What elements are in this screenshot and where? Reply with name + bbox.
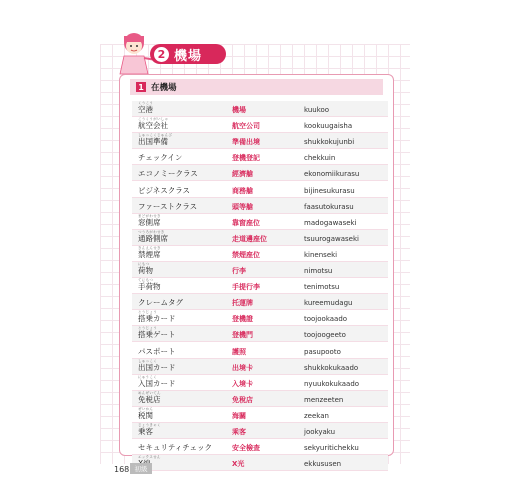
furigana: てにもつ bbox=[138, 278, 154, 283]
vocab-row bbox=[132, 455, 388, 471]
japanese-text: 空港 bbox=[138, 105, 153, 115]
japanese-text: ファーストクラス bbox=[138, 201, 198, 211]
chinese-translation: 托運牌 bbox=[232, 299, 253, 308]
furigana: こうくうがいしゃ bbox=[138, 117, 169, 122]
furigana: つうろがわせき bbox=[138, 229, 165, 234]
chapter-number: 2 bbox=[154, 47, 169, 62]
romaji: toojoogeeto bbox=[304, 331, 346, 340]
vocab-row bbox=[132, 359, 388, 375]
furigana: しゅっこくじゅんび bbox=[138, 133, 173, 138]
vocab-row bbox=[132, 391, 388, 407]
vocab-row bbox=[132, 214, 388, 230]
chinese-translation: 頭等艙 bbox=[232, 202, 253, 211]
chinese-translation: 入境卡 bbox=[232, 379, 253, 388]
japanese-text: チェックイン bbox=[138, 153, 183, 163]
vocab-row bbox=[132, 342, 388, 358]
furigana: くうこう bbox=[138, 101, 154, 106]
furigana: ぜいかん bbox=[138, 406, 154, 411]
chinese-translation: 登機登記 bbox=[232, 154, 260, 163]
japanese-text: 乗客 bbox=[138, 426, 153, 436]
chinese-translation: 安全檢查 bbox=[232, 444, 260, 453]
japanese-term bbox=[132, 133, 232, 148]
furigana: とうじょう bbox=[138, 310, 157, 315]
romaji: kookuugaisha bbox=[304, 122, 353, 131]
chinese-translation: 手提行李 bbox=[232, 283, 260, 292]
chinese-translation: 登機門 bbox=[232, 331, 253, 340]
romaji: nimotsu bbox=[304, 267, 333, 276]
chinese-translation: 免稅店 bbox=[232, 395, 253, 404]
japanese-term bbox=[132, 278, 232, 293]
romaji: shukkokukaado bbox=[304, 363, 359, 372]
romaji: pasupooto bbox=[304, 347, 341, 356]
romaji: tenimotsu bbox=[304, 283, 340, 292]
japanese-text: 手荷物 bbox=[138, 282, 161, 292]
chapter-title bbox=[150, 44, 226, 64]
chinese-translation: 準備出境 bbox=[232, 138, 260, 147]
chinese-translation: 登機證 bbox=[232, 315, 253, 324]
chinese-translation: 海關 bbox=[232, 411, 246, 420]
furigana: じょうきゃく bbox=[138, 422, 161, 427]
vocab-row bbox=[132, 423, 388, 439]
section-label: 在機場 bbox=[151, 83, 177, 93]
chinese-translation: 靠窗座位 bbox=[232, 218, 260, 227]
furigana: にもつ bbox=[138, 262, 150, 267]
vocab-row bbox=[132, 149, 388, 165]
romaji: madogawaseki bbox=[304, 218, 357, 227]
furigana: めんぜいてん bbox=[138, 390, 161, 395]
japanese-text: 出国準備 bbox=[138, 137, 168, 147]
chinese-translation: 航空公司 bbox=[232, 122, 260, 131]
vocab-row bbox=[132, 230, 388, 246]
japanese-text: 入国カード bbox=[138, 378, 176, 388]
chinese-translation: X光 bbox=[232, 460, 245, 469]
japanese-text: 出国カード bbox=[138, 362, 176, 372]
chinese-translation: 禁煙座位 bbox=[232, 250, 260, 259]
romaji: bijinesukurasu bbox=[304, 186, 355, 195]
furigana: まどがわせき bbox=[138, 213, 161, 218]
japanese-text: 禁煙席 bbox=[138, 249, 161, 259]
vocab-row bbox=[132, 181, 388, 197]
chinese-translation: 護照 bbox=[232, 347, 246, 356]
section-number: 1 bbox=[136, 82, 146, 92]
romaji: zeekan bbox=[304, 411, 329, 420]
romaji: chekkuin bbox=[304, 154, 336, 163]
vocab-row bbox=[132, 294, 388, 310]
vocab-row bbox=[132, 439, 388, 455]
vocab-row bbox=[132, 375, 388, 391]
romaji: kureemudagu bbox=[304, 299, 353, 308]
vocab-row bbox=[132, 326, 388, 342]
japanese-text: 航空会社 bbox=[138, 121, 168, 131]
japanese-term bbox=[132, 422, 232, 438]
vocab-row bbox=[132, 262, 388, 278]
furigana: エックスせん bbox=[138, 455, 161, 460]
japanese-text: 免税店 bbox=[138, 394, 161, 404]
japanese-term bbox=[132, 326, 232, 341]
romaji: ekonomiikurasu bbox=[304, 170, 360, 179]
furigana: しゅっこく bbox=[138, 358, 157, 363]
romaji: sekyuritichekku bbox=[304, 444, 359, 453]
japanese-text: セキュリティチェック bbox=[138, 443, 213, 453]
vocab-row bbox=[132, 310, 388, 326]
japanese-text: 搭乗ゲート bbox=[138, 330, 176, 340]
japanese-text: クレームタグ bbox=[138, 298, 183, 308]
romaji: jookyaku bbox=[304, 427, 336, 436]
vocab-row bbox=[132, 407, 388, 423]
chinese-translation: 出境卡 bbox=[232, 363, 253, 372]
vocab-row bbox=[132, 198, 388, 214]
japanese-text: 窓側席 bbox=[138, 217, 161, 227]
japanese-text: ビジネスクラス bbox=[138, 185, 191, 195]
romaji: kinenseki bbox=[304, 250, 338, 259]
chinese-translation: 乘客 bbox=[232, 427, 246, 436]
romaji: toojookaado bbox=[304, 315, 348, 324]
chinese-translation: 機場 bbox=[232, 106, 246, 115]
romaji: tsuurogawaseki bbox=[304, 234, 359, 243]
vocab-list bbox=[132, 101, 388, 471]
furigana: きんえんせき bbox=[138, 245, 161, 250]
section-header bbox=[130, 79, 383, 95]
japanese-term bbox=[132, 168, 232, 180]
vocab-row bbox=[132, 101, 388, 117]
vocab-row bbox=[132, 165, 388, 181]
chinese-translation: 經濟艙 bbox=[232, 170, 253, 179]
page-number: 168 bbox=[114, 465, 130, 474]
japanese-text: 搭乗カード bbox=[138, 314, 176, 324]
romaji: kuukoo bbox=[304, 106, 330, 115]
japanese-text: 通路側席 bbox=[138, 233, 168, 243]
romaji: nyuukokukaado bbox=[304, 379, 360, 388]
japanese-text: エコノミークラス bbox=[138, 169, 198, 179]
chinese-translation: 走道邊座位 bbox=[232, 234, 267, 243]
chinese-translation: 行李 bbox=[232, 267, 246, 276]
vocab-row bbox=[132, 133, 388, 149]
romaji: menzeeten bbox=[304, 395, 344, 404]
furigana: とうじょう bbox=[138, 326, 157, 331]
vocab-row bbox=[132, 278, 388, 294]
japanese-term bbox=[132, 152, 232, 164]
japanese-text: 税関 bbox=[138, 410, 153, 420]
romaji: ekkususen bbox=[304, 460, 342, 469]
japanese-text: 荷物 bbox=[138, 266, 153, 276]
chinese-translation: 商務艙 bbox=[232, 186, 253, 195]
romaji: faasutokurasu bbox=[304, 202, 354, 211]
chapter-title-text: 機場 bbox=[174, 48, 203, 64]
japanese-term bbox=[132, 185, 232, 197]
furigana: にゅうこく bbox=[138, 374, 157, 379]
romaji: shukkokujunbi bbox=[304, 138, 355, 147]
category-tag: 初級 bbox=[130, 463, 152, 474]
japanese-text: パスポート bbox=[138, 346, 176, 356]
vocab-row bbox=[132, 246, 388, 262]
